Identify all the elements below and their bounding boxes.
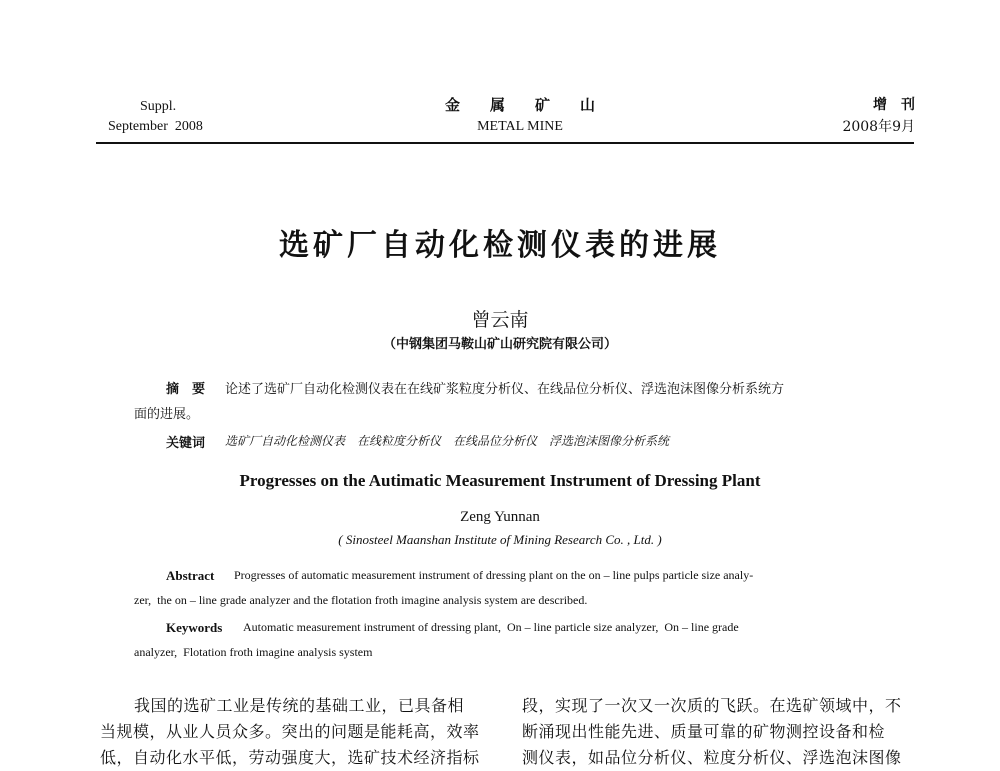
- author-en: Zeng Yunnan: [460, 509, 540, 525]
- keywords-cn: 选矿厂自动化检测仪表 在线粒度分析仪 在线品位分析仪 浮选泡沫图像分析系统: [225, 434, 670, 448]
- body-right-line: 段，实现了一次又一次质的飞跃。在选矿领域中，不: [522, 696, 902, 715]
- journal-name-en: METAL MINE: [477, 119, 563, 134]
- body-right-line: 测仪表，如品位分析仪、粒度分析仪、浮选泡沫图像: [522, 748, 902, 767]
- author-cn: 曾云南: [471, 309, 529, 331]
- header-date-en: September 2008: [108, 119, 203, 134]
- affiliation-cn: （中钢集团马鞍山矿山研究院有限公司）: [382, 337, 617, 352]
- abstract-line1-en: Progresses of automatic measurement instrument of dressing plant on the on – line pulps particle size analy-: [234, 568, 754, 582]
- header-suppl: Suppl.: [140, 99, 177, 114]
- journal-name-cn: 金 属 矿 山: [444, 96, 595, 114]
- affiliation-en: ( Sinosteel Maanshan Institute of Mining Research Co. , Ltd. ): [338, 532, 662, 547]
- body-left-line: 低，自动化水平低，劳动强度大，选矿技术经济指标: [100, 748, 480, 767]
- abstract-line2-cn: 面的进展。: [134, 407, 200, 422]
- article-title-en: Progresses on the Autimatic Measurement Instrument of Dressing Plant: [239, 471, 761, 490]
- body-left-line: 当规模，从业人员众多。突出的问题是能耗高，效率: [100, 722, 480, 741]
- abstract-label-en: Abstract: [166, 568, 215, 583]
- keywords-line2-en: analyzer, Flotation froth imagine analysis system: [134, 645, 373, 659]
- abstract-label-cn: 摘 要: [166, 382, 206, 397]
- keywords-line1-en: Automatic measurement instrument of dressing plant, On – line particle size analyzer, On – line grade: [243, 620, 739, 634]
- header-rule: [96, 142, 914, 144]
- abstract-line2-en: zer, the on – line grade analyzer and the flotation froth imagine analysis system are described.: [134, 593, 588, 607]
- body-left-column: [100, 693, 504, 771]
- body-left-line: 我国的选矿工业是传统的基础工业，已具备相: [134, 696, 465, 715]
- keywords-label-en: Keywords: [166, 620, 223, 635]
- body-right-column: [522, 693, 922, 771]
- header-date-cn: 2008年9月: [842, 119, 915, 135]
- body-right-line: 断涌现出性能先进、质量可靠的矿物测控设备和检: [522, 722, 886, 741]
- header-supplement-cn: 增 刊: [873, 97, 915, 113]
- keywords-label-cn: 关键词: [166, 436, 206, 451]
- article-title-cn: 选矿厂自动化检测仪表的进展: [279, 228, 721, 263]
- abstract-line1-cn: 论述了选矿厂自动化检测仪表在在线矿浆粒度分析仪、在线品位分析仪、浮选泡沫图像分析系统方: [225, 382, 785, 397]
